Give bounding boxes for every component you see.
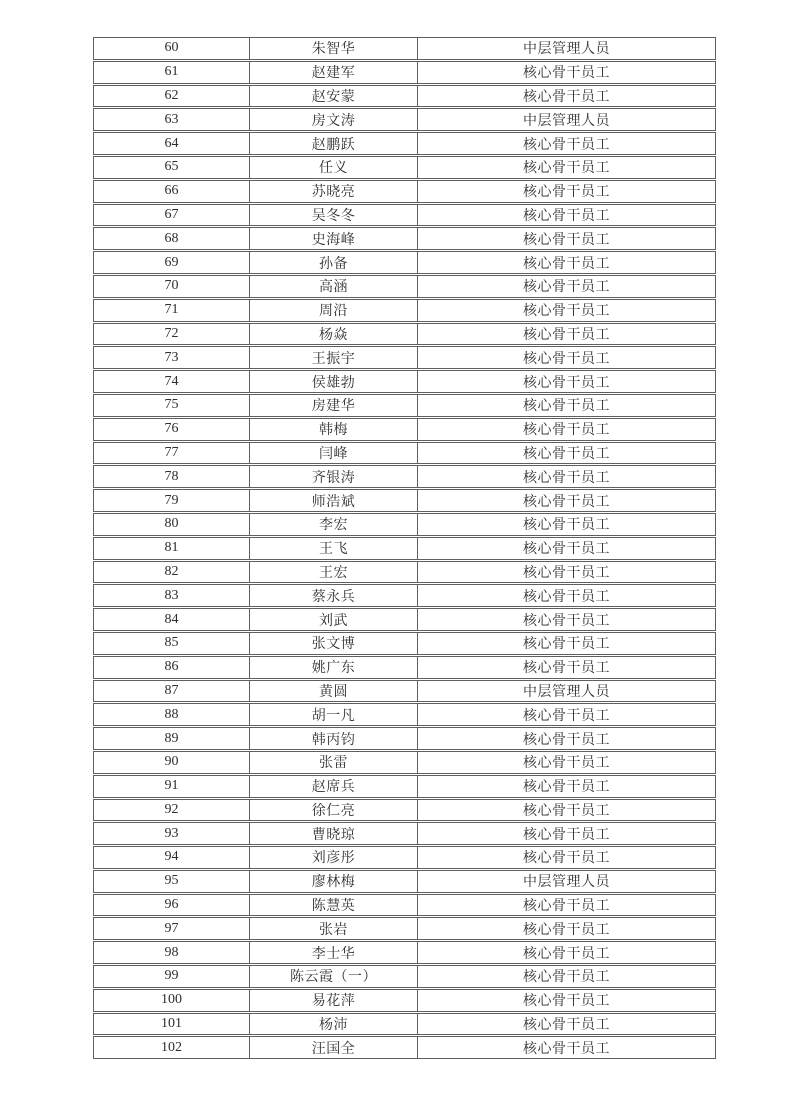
employee-name-cell: 廖林梅 xyxy=(250,870,418,893)
employee-category-cell: 核心骨干员工 xyxy=(418,489,716,512)
employee-name-cell: 王宏 xyxy=(250,561,418,584)
employee-category-cell: 核心骨干员工 xyxy=(418,537,716,560)
employee-category-cell: 核心骨干员工 xyxy=(418,727,716,750)
row-number-cell: 82 xyxy=(93,561,250,584)
table-row xyxy=(93,418,716,441)
table-row xyxy=(93,1036,716,1059)
employee-category-cell: 中层管理人员 xyxy=(418,680,716,703)
employee-name-cell: 张雷 xyxy=(250,751,418,774)
row-number-cell: 87 xyxy=(93,680,250,703)
row-number-cell: 78 xyxy=(93,465,250,488)
employee-category-cell: 核心骨干员工 xyxy=(418,299,716,322)
row-number-cell: 94 xyxy=(93,846,250,869)
row-number-cell: 75 xyxy=(93,394,250,417)
row-number-cell: 97 xyxy=(93,917,250,940)
table-row xyxy=(93,846,716,869)
row-number-cell: 60 xyxy=(93,37,250,60)
table-row xyxy=(93,941,716,964)
employee-category-cell: 核心骨干员工 xyxy=(418,846,716,869)
employee-category-cell: 核心骨干员工 xyxy=(418,227,716,250)
employee-name-cell: 杨沛 xyxy=(250,1013,418,1036)
employee-name-cell: 曹晓琼 xyxy=(250,822,418,845)
row-number-cell: 100 xyxy=(93,989,250,1012)
row-number-cell: 70 xyxy=(93,275,250,298)
row-number-cell: 66 xyxy=(93,180,250,203)
employee-name-cell: 高涵 xyxy=(250,275,418,298)
employee-category-cell: 核心骨干员工 xyxy=(418,442,716,465)
employee-name-cell: 赵建军 xyxy=(250,61,418,84)
table-row xyxy=(93,61,716,84)
employee-name-cell: 黄圆 xyxy=(250,680,418,703)
row-number-cell: 62 xyxy=(93,85,250,108)
table-row xyxy=(93,727,716,750)
row-number-cell: 91 xyxy=(93,775,250,798)
table-row xyxy=(93,703,716,726)
employee-name-cell: 韩梅 xyxy=(250,418,418,441)
employee-category-cell: 核心骨干员工 xyxy=(418,418,716,441)
table-row xyxy=(93,917,716,940)
employee-name-cell: 汪国全 xyxy=(250,1036,418,1059)
table-row xyxy=(93,1013,716,1036)
employee-name-cell: 吴冬冬 xyxy=(250,204,418,227)
row-number-cell: 84 xyxy=(93,608,250,631)
employee-name-cell: 苏晓亮 xyxy=(250,180,418,203)
row-number-cell: 95 xyxy=(93,870,250,893)
employee-category-cell: 核心骨干员工 xyxy=(418,204,716,227)
employee-category-cell: 核心骨干员工 xyxy=(418,156,716,179)
row-number-cell: 96 xyxy=(93,894,250,917)
employee-category-cell: 核心骨干员工 xyxy=(418,180,716,203)
employee-roster-table xyxy=(93,36,716,1060)
row-number-cell: 74 xyxy=(93,370,250,393)
table-row xyxy=(93,656,716,679)
employee-name-cell: 任义 xyxy=(250,156,418,179)
employee-category-cell: 核心骨干员工 xyxy=(418,656,716,679)
employee-category-cell: 核心骨干员工 xyxy=(418,894,716,917)
row-number-cell: 98 xyxy=(93,941,250,964)
table-row xyxy=(93,561,716,584)
table-row xyxy=(93,608,716,631)
table-row xyxy=(93,751,716,774)
employee-name-cell: 师浩斌 xyxy=(250,489,418,512)
employee-category-cell: 核心骨干员工 xyxy=(418,61,716,84)
table-row xyxy=(93,275,716,298)
row-number-cell: 80 xyxy=(93,513,250,536)
table-row xyxy=(93,894,716,917)
employee-category-cell: 核心骨干员工 xyxy=(418,370,716,393)
table-row xyxy=(93,465,716,488)
employee-name-cell: 孙备 xyxy=(250,251,418,274)
employee-category-cell: 核心骨干员工 xyxy=(418,775,716,798)
table-row xyxy=(93,442,716,465)
row-number-cell: 76 xyxy=(93,418,250,441)
employee-name-cell: 韩丙钧 xyxy=(250,727,418,750)
employee-name-cell: 侯雄勃 xyxy=(250,370,418,393)
table-row xyxy=(93,132,716,155)
employee-name-cell: 易花萍 xyxy=(250,989,418,1012)
row-number-cell: 83 xyxy=(93,584,250,607)
row-number-cell: 90 xyxy=(93,751,250,774)
table-row xyxy=(93,680,716,703)
row-number-cell: 65 xyxy=(93,156,250,179)
table-row xyxy=(93,870,716,893)
table-row xyxy=(93,513,716,536)
table-row xyxy=(93,989,716,1012)
employee-category-cell: 核心骨干员工 xyxy=(418,989,716,1012)
table-row xyxy=(93,299,716,322)
table-row xyxy=(93,323,716,346)
table-row xyxy=(93,108,716,131)
row-number-cell: 79 xyxy=(93,489,250,512)
row-number-cell: 81 xyxy=(93,537,250,560)
table-row xyxy=(93,346,716,369)
table-row xyxy=(93,227,716,250)
table-row xyxy=(93,632,716,655)
row-number-cell: 69 xyxy=(93,251,250,274)
employee-name-cell: 李宏 xyxy=(250,513,418,536)
employee-name-cell: 王飞 xyxy=(250,537,418,560)
employee-name-cell: 朱智华 xyxy=(250,37,418,60)
employee-category-cell: 中层管理人员 xyxy=(418,37,716,60)
employee-name-cell: 陈云霞（一） xyxy=(250,965,418,988)
employee-name-cell: 姚广东 xyxy=(250,656,418,679)
employee-name-cell: 赵席兵 xyxy=(250,775,418,798)
employee-name-cell: 杨焱 xyxy=(250,323,418,346)
employee-category-cell: 核心骨干员工 xyxy=(418,85,716,108)
table-row xyxy=(93,204,716,227)
row-number-cell: 71 xyxy=(93,299,250,322)
table-row xyxy=(93,85,716,108)
table-row xyxy=(93,489,716,512)
employee-name-cell: 周沿 xyxy=(250,299,418,322)
row-number-cell: 101 xyxy=(93,1013,250,1036)
employee-category-cell: 核心骨干员工 xyxy=(418,1013,716,1036)
employee-category-cell: 核心骨干员工 xyxy=(418,561,716,584)
employee-name-cell: 刘武 xyxy=(250,608,418,631)
employee-category-cell: 核心骨干员工 xyxy=(418,394,716,417)
table-row xyxy=(93,156,716,179)
row-number-cell: 63 xyxy=(93,108,250,131)
row-number-cell: 102 xyxy=(93,1036,250,1059)
employee-category-cell: 核心骨干员工 xyxy=(418,323,716,346)
table-row xyxy=(93,799,716,822)
employee-name-cell: 赵鹏跃 xyxy=(250,132,418,155)
employee-name-cell: 胡一凡 xyxy=(250,703,418,726)
row-number-cell: 99 xyxy=(93,965,250,988)
row-number-cell: 67 xyxy=(93,204,250,227)
employee-category-cell: 核心骨干员工 xyxy=(418,822,716,845)
table-row xyxy=(93,394,716,417)
employee-category-cell: 核心骨干员工 xyxy=(418,632,716,655)
employee-category-cell: 核心骨干员工 xyxy=(418,965,716,988)
row-number-cell: 77 xyxy=(93,442,250,465)
employee-name-cell: 王振宇 xyxy=(250,346,418,369)
table-row xyxy=(93,584,716,607)
employee-name-cell: 史海峰 xyxy=(250,227,418,250)
employee-category-cell: 核心骨干员工 xyxy=(418,346,716,369)
employee-category-cell: 核心骨干员工 xyxy=(418,251,716,274)
row-number-cell: 88 xyxy=(93,703,250,726)
employee-table-body xyxy=(93,37,716,1059)
table-row xyxy=(93,822,716,845)
table-row xyxy=(93,775,716,798)
row-number-cell: 86 xyxy=(93,656,250,679)
row-number-cell: 61 xyxy=(93,61,250,84)
employee-name-cell: 张文博 xyxy=(250,632,418,655)
row-number-cell: 73 xyxy=(93,346,250,369)
employee-category-cell: 中层管理人员 xyxy=(418,870,716,893)
employee-category-cell: 中层管理人员 xyxy=(418,108,716,131)
employee-name-cell: 闫峰 xyxy=(250,442,418,465)
row-number-cell: 72 xyxy=(93,323,250,346)
employee-category-cell: 核心骨干员工 xyxy=(418,608,716,631)
employee-category-cell: 核心骨干员工 xyxy=(418,513,716,536)
employee-category-cell: 核心骨干员工 xyxy=(418,751,716,774)
employee-name-cell: 张岩 xyxy=(250,917,418,940)
employee-category-cell: 核心骨干员工 xyxy=(418,275,716,298)
table-row xyxy=(93,537,716,560)
row-number-cell: 85 xyxy=(93,632,250,655)
employee-category-cell: 核心骨干员工 xyxy=(418,584,716,607)
table-row xyxy=(93,965,716,988)
employee-category-cell: 核心骨干员工 xyxy=(418,1036,716,1059)
table-row xyxy=(93,180,716,203)
employee-name-cell: 齐银涛 xyxy=(250,465,418,488)
employee-name-cell: 房建华 xyxy=(250,394,418,417)
table-row xyxy=(93,370,716,393)
row-number-cell: 68 xyxy=(93,227,250,250)
row-number-cell: 93 xyxy=(93,822,250,845)
employee-name-cell: 李士华 xyxy=(250,941,418,964)
row-number-cell: 64 xyxy=(93,132,250,155)
row-number-cell: 92 xyxy=(93,799,250,822)
employee-name-cell: 房文涛 xyxy=(250,108,418,131)
employee-name-cell: 徐仁亮 xyxy=(250,799,418,822)
employee-category-cell: 核心骨干员工 xyxy=(418,917,716,940)
employee-category-cell: 核心骨干员工 xyxy=(418,703,716,726)
employee-name-cell: 蔡永兵 xyxy=(250,584,418,607)
employee-category-cell: 核心骨干员工 xyxy=(418,132,716,155)
row-number-cell: 89 xyxy=(93,727,250,750)
table-row xyxy=(93,37,716,60)
employee-name-cell: 赵安蒙 xyxy=(250,85,418,108)
employee-name-cell: 陈慧英 xyxy=(250,894,418,917)
employee-category-cell: 核心骨干员工 xyxy=(418,941,716,964)
employee-category-cell: 核心骨干员工 xyxy=(418,799,716,822)
employee-name-cell: 刘彦彤 xyxy=(250,846,418,869)
employee-category-cell: 核心骨干员工 xyxy=(418,465,716,488)
table-row xyxy=(93,251,716,274)
